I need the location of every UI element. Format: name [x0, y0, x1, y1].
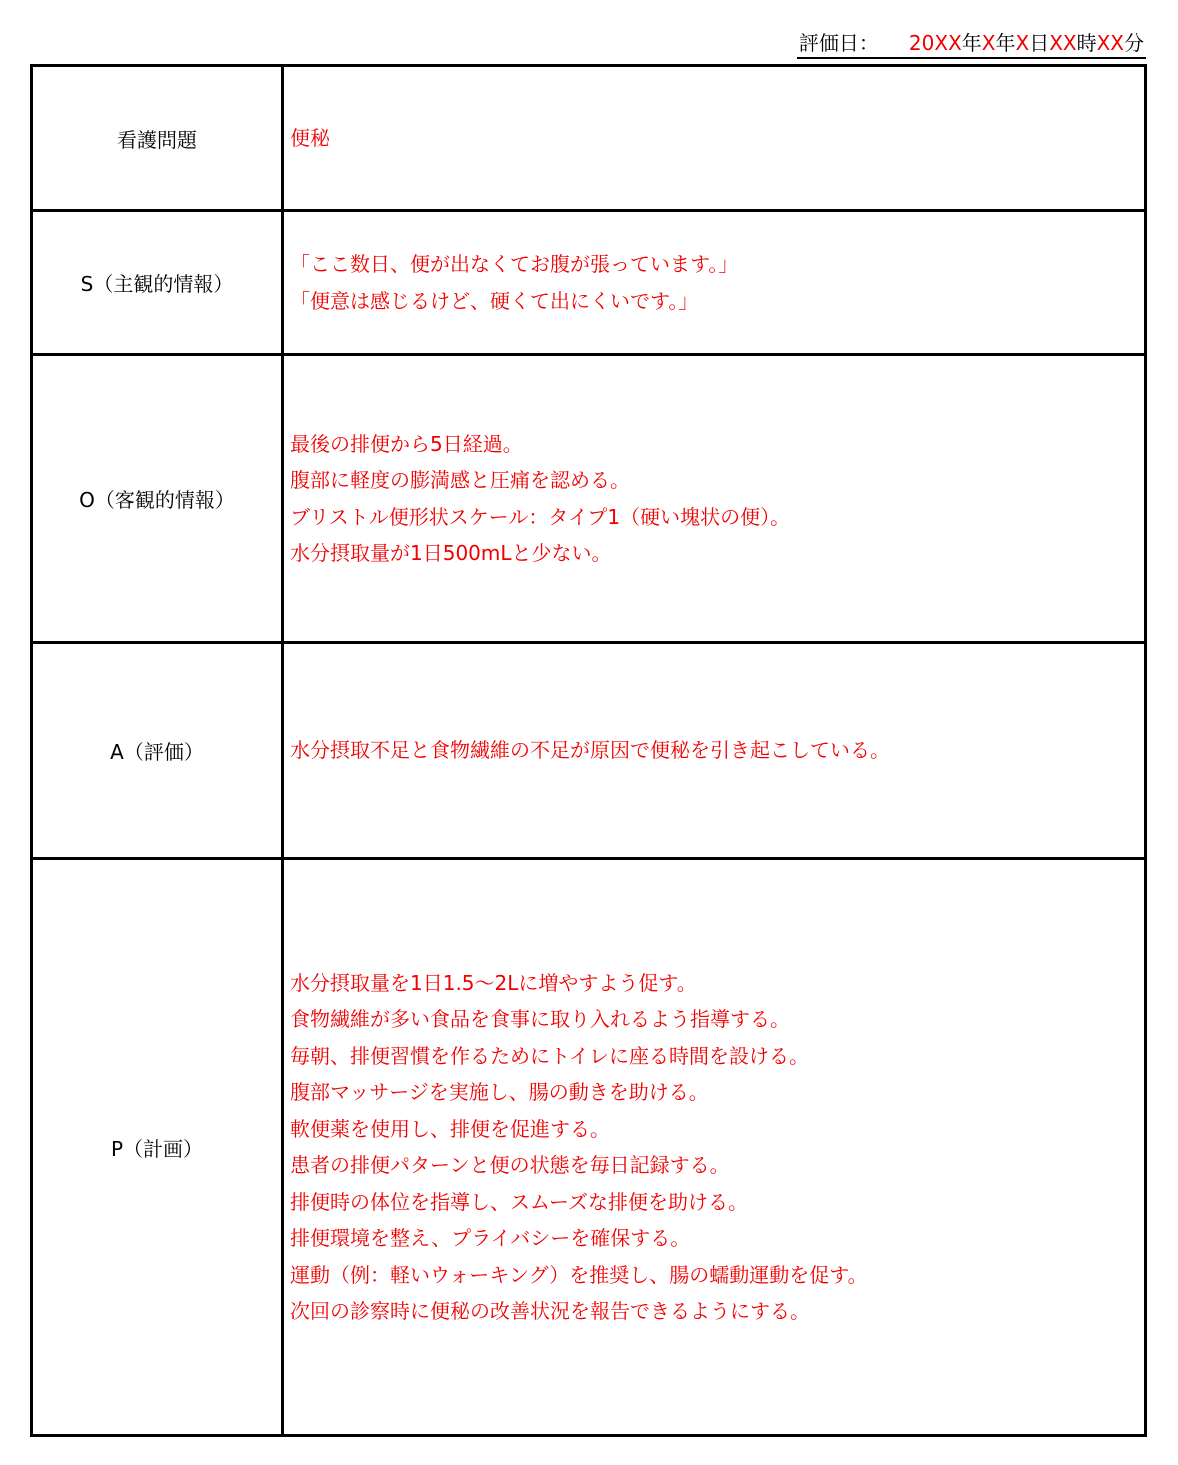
row-content [283, 66, 1146, 211]
row-subjective [32, 211, 1146, 355]
date-minute: XX [1096, 31, 1124, 55]
row-content [283, 859, 1146, 1436]
row-objective [32, 355, 1146, 643]
row-content [283, 355, 1146, 643]
content-line: 便秘 [290, 125, 330, 150]
content-line: 最後の排便から5日経過。 [290, 431, 523, 456]
row-header: P（計画） [32, 859, 283, 1436]
row-header: A（評価） [32, 643, 283, 859]
evaluation-date-label: 評価日： [798, 31, 879, 55]
content-line: 腹部マッサージを実施し、腸の動きを助ける。 [290, 1080, 709, 1104]
content-line: ブリストル便形状スケール：タイプ1（硬い塊状の便）。 [290, 504, 791, 529]
content-line: 次回の診察時に便秘の改善状況を報告できるようにする。 [290, 1299, 810, 1323]
date-year-unit: 年 [961, 31, 982, 55]
content-line: 水分摂取量を1日1.5〜2Lに増やすよう促す。 [290, 970, 697, 995]
date-minute-unit: 分 [1124, 31, 1144, 55]
row-header: O（客観的情報） [32, 355, 283, 643]
date-month-unit: 年 [995, 31, 1016, 55]
content-line: 排便環境を整え、プライバシーを確保する。 [290, 1226, 691, 1250]
date-day-unit: 日 [1029, 31, 1050, 55]
date-month: X [981, 31, 996, 55]
content-line: 運動（例：軽いウォーキング）を推奨し、腸の蠕動運動を促す。 [290, 1262, 868, 1287]
content-line: 水分摂取量が1日500mLと少ない。 [290, 541, 612, 565]
content-line: 腹部に軽度の膨満感と圧痛を認める。 [290, 468, 630, 492]
soap-record-table [30, 64, 1147, 1437]
date-hour: XX [1049, 31, 1077, 55]
date-hour-unit: 時 [1076, 31, 1097, 55]
row-nursing-problem [32, 66, 1146, 211]
content-line: 毎朝、排便習慣を作るためにトイレに座る時間を設ける。 [290, 1043, 809, 1068]
row-header: 看護問題 [32, 66, 283, 211]
content-line: 食物繊維が多い食品を食事に取り入れるよう指導する。 [290, 1007, 790, 1031]
content-line: 水分摂取不足と食物繊維の不足が原因で便秘を引き起こしている。 [290, 738, 890, 763]
date-day: X [1015, 31, 1030, 55]
row-header: S（主観的情報） [32, 211, 283, 355]
evaluation-date [797, 30, 1146, 59]
content-line: 排便時の体位を指導し、スムーズな排便を助ける。 [290, 1189, 748, 1214]
row-assessment [32, 643, 1146, 859]
content-line: 「便意は感じるけど、硬くて出にくいです。」 [290, 288, 699, 313]
date-year: 20XX [908, 31, 962, 55]
content-line: 「ここ数日、便が出なくてお腹が張っています。」 [290, 252, 739, 276]
content-line: 軟便薬を使用し、排便を促進する。 [290, 1116, 610, 1141]
row-content [283, 643, 1146, 859]
row-content [283, 211, 1146, 355]
content-line: 患者の排便パターンと便の状態を毎日記録する。 [290, 1153, 730, 1177]
row-plan [32, 859, 1146, 1436]
